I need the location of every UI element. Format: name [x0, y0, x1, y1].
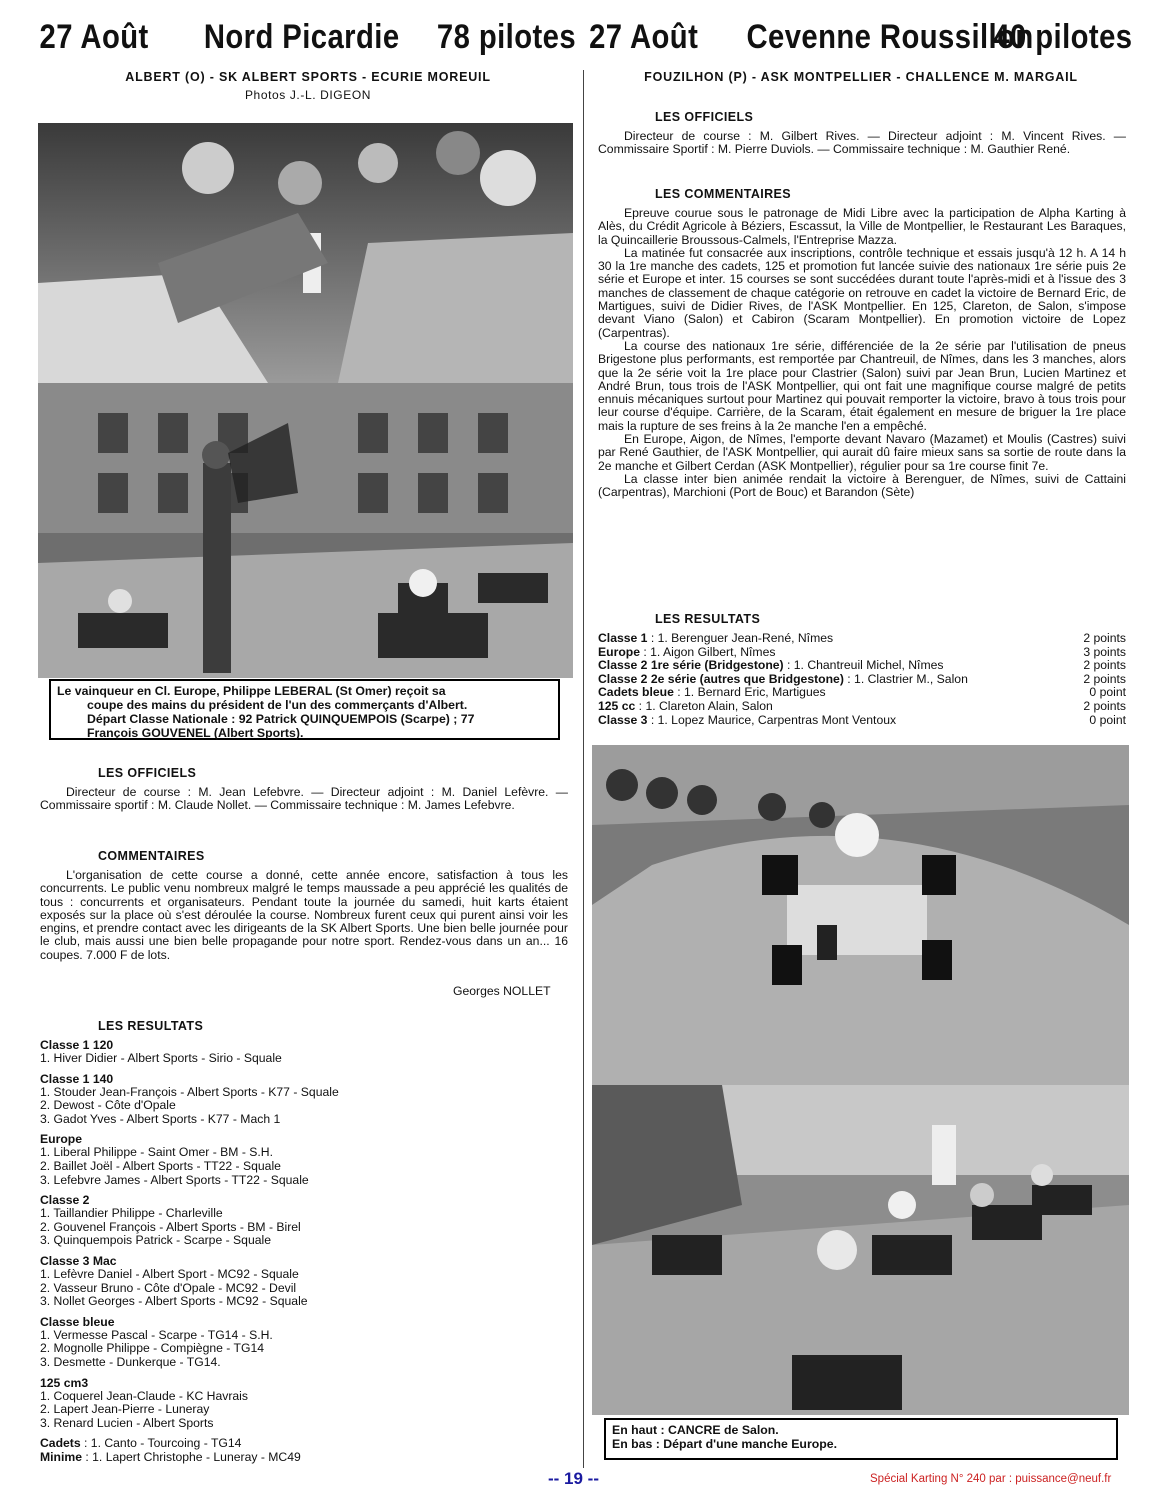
- left-commentaires-text: [40, 869, 568, 962]
- left-results-entry: 2. Dewost - Côte d'Opale: [40, 1098, 176, 1113]
- left-results-class-label: Classe bleue: [40, 1314, 115, 1329]
- left-results-class-label: Classe 3 Mac: [40, 1253, 117, 1268]
- left-results-entry: 3. Nollet Georges - Albert Sports - MC92 - Squale: [40, 1294, 308, 1309]
- right-results-class: Classe 3: [598, 712, 648, 727]
- left-results-entry: 3. Quinquempois Patrick - Scarpe - Squale: [40, 1233, 271, 1248]
- right-event-title: FOUZILHON (P) - ASK MONTPELLIER - CHALLENCE M. MARGAIL: [644, 70, 1078, 84]
- left-results-entry: 2. Gouvenel François - Albert Sports - BM - Birel: [40, 1219, 301, 1234]
- right-results-table: [598, 632, 1126, 727]
- right-caption-top-label: En haut: [612, 1423, 658, 1437]
- race-start-photo: [38, 383, 573, 678]
- left-results-entry: 2. Mognolle Philippe - Compiègne - TG14: [40, 1341, 265, 1356]
- left-results-entry: 1. Taillandier Philippe - Charleville: [40, 1206, 223, 1221]
- right-results-winner: : 1. Berenguer Jean-René, Nîmes: [650, 631, 834, 645]
- banner-left-pilots: 78 pilotes: [436, 18, 577, 56]
- column-divider: [583, 70, 584, 1468]
- left-results-class-label: Classe 1 140: [40, 1071, 114, 1086]
- trophy-ceremony-photo: [38, 123, 573, 383]
- left-results-class-label: Europe: [40, 1132, 82, 1147]
- left-results-entry: 1. Stouder Jean-François - Albert Sports - K77 - Squale: [40, 1084, 339, 1099]
- right-resultats-heading: LES RESULTATS: [655, 612, 761, 626]
- kart-cornering-photo: [592, 745, 1129, 1085]
- right-results-winner: : 1. Clareton Alain, Salon: [638, 698, 773, 713]
- left-results-cadets-minime: [40, 1437, 301, 1464]
- left-photo-credit: Photos J.-L. DIGEON: [244, 88, 372, 102]
- left-officiels-heading: LES OFFICIELS: [98, 766, 197, 780]
- right-commentaires-para-5: La classe inter bien animée rendait la victoire à Berenguer, de Nîmes, suivi de Cattaini (Carpentras), Marchioni (Port de Bouc) et Barandon (Sète): [598, 471, 1126, 500]
- left-officiels-text: [40, 786, 568, 813]
- right-results-winner: : 1. Chantreuil Michel, Nîmes: [787, 658, 944, 673]
- right-results-row: [598, 686, 1126, 700]
- left-results-entry: 3. Desmette - Dunkerque - TG14.: [40, 1354, 221, 1369]
- left-results-list: [40, 1032, 570, 1430]
- right-results-points: 2 points: [1083, 698, 1126, 713]
- right-officiels-heading: LES OFFICIELS: [655, 110, 754, 124]
- left-caption-line-4: François GOUVENEL (Albert Sports).: [87, 726, 304, 740]
- left-caption-line-3: Départ Classe Nationale : 92 Patrick QUINQUEMPOIS (Scarpe) ; 77: [87, 712, 475, 726]
- page-number: -- 19 --: [548, 1469, 599, 1488]
- banner-right-pilots: 40 pilotes: [993, 18, 1133, 56]
- right-results-row: [598, 673, 1126, 687]
- right-commentaires-para-3: La course des nationaux 1re série, différenciée de la 2e série par l'utilisation de pneus Brigestone plus performants, est remportée par Chantreuil, de Nîmes, dans les 3 manches, alors que la 2e série voit la 1re place pour Clastrier (Salon) suivi par Jean Brun, Lucien Martinez et André Brun, tous trois de l'ASK Montpellier, qui ont fait une magnifique course malgré de petits ennuis mécaniques surtout pour Martinez qui pouvait remporter la victoire, bravo à tous trois pour leur course d'équipe. Carrière, de la Scaram, était également en mesure de briguer la 1re place mais la rupture de ses freins à la 2e manche l'en a empêché.: [598, 338, 1126, 433]
- cadets-label: Cadets: [40, 1436, 81, 1450]
- right-commentaires-para-1: Epreuve courue sous le patronage de Midi Libre avec la participation de Alpha Karting à Alès, du Crédit Agricole à Béziers, Escassut, la Ville de Montpellier, le Restaurant Les Baraques, la Quincaillerie Broussous-Calmels, l'Entreprise Mazza.: [598, 206, 1126, 247]
- left-results-entry: 1. Liberal Philippe - Saint Omer - BM - S.H.: [40, 1145, 273, 1160]
- right-results-points: 2 points: [1083, 671, 1126, 686]
- right-officiels-text: [598, 130, 1126, 157]
- left-results-class-label: 125 cm3: [40, 1375, 89, 1390]
- right-caption-bottom-text: : Départ d'une manche Europe.: [655, 1437, 838, 1451]
- right-results-row: [598, 700, 1126, 714]
- heat-start-photo: [592, 1085, 1129, 1415]
- right-results-row: [598, 714, 1126, 728]
- right-results-class: Europe: [598, 644, 640, 659]
- left-commentaires-heading: COMMENTAIRES: [98, 849, 205, 863]
- right-results-class: Classe 2 1re série (Bridgestone): [598, 658, 784, 673]
- left-column: [38, 70, 578, 102]
- right-results-winner: : 1. Bernard Eric, Martigues: [677, 685, 826, 700]
- right-results-points: 0 point: [1089, 685, 1126, 700]
- minime-label: Minime: [40, 1449, 82, 1464]
- right-results-row: [598, 659, 1126, 673]
- left-results-entry: 1. Coquerel Jean-Claude - KC Havrais: [40, 1388, 248, 1403]
- right-results-class: Cadets bleue: [598, 685, 674, 700]
- banner-right-region: Cevenne Roussillon: [746, 18, 1034, 56]
- right-results-points: 0 point: [1089, 712, 1126, 727]
- right-column: [594, 70, 1128, 84]
- right-results-winner: : 1. Aigon Gilbert, Nîmes: [643, 644, 776, 659]
- right-caption-top-text: : CANCRE de Salon.: [660, 1423, 779, 1437]
- banner-left-date: 27 Août: [39, 18, 149, 56]
- left-results-entry: 1. Hiver Didier - Albert Sports - Sirio - Squale: [40, 1051, 282, 1065]
- left-resultats-heading: LES RESULTATS: [98, 1019, 204, 1033]
- right-commentaires-heading: LES COMMENTAIRES: [655, 187, 792, 201]
- right-results-class: Classe 2 2e série (autres que Bridgestone): [598, 671, 844, 686]
- left-results-entry: 3. Lefebvre James - Albert Sports - TT22 - Squale: [40, 1172, 309, 1187]
- left-photo-caption: [49, 679, 560, 740]
- right-photo-caption: [604, 1418, 1118, 1460]
- left-results-entry: 2. Baillet Joël - Albert Sports - TT22 - Squale: [40, 1158, 281, 1173]
- right-results-class: Classe 1: [598, 631, 648, 645]
- right-results-points: 2 points: [1083, 631, 1126, 645]
- right-caption-bottom-label: En bas: [612, 1437, 653, 1451]
- left-caption-line-2: coupe des mains du président de l'un des commerçants d'Albert.: [87, 698, 468, 712]
- left-caption-line-1: Le vainqueur en Cl. Europe, Philippe LEBERAL (St Omer) reçoit sa: [57, 684, 446, 698]
- page-banner: [0, 18, 1133, 68]
- banner-left-region: Nord Picardie: [203, 18, 400, 56]
- right-results-winner: : 1. Clastrier M., Salon: [847, 671, 968, 686]
- left-results-entry: 2. Vasseur Bruno - Côte d'Opale - MC92 - Devil: [40, 1280, 297, 1295]
- left-signature: Georges NOLLET: [453, 984, 551, 998]
- left-results-entry: 3. Gadot Yves - Albert Sports - K77 - Mach 1: [40, 1111, 281, 1126]
- right-results-row: [598, 646, 1126, 660]
- right-results-class: 125 cc: [598, 698, 636, 713]
- left-commentaires-paragraph: L'organisation de cette course a donné, cette année encore, satisfaction à tous les concurrents. Le public venu nombreux malgré le temps maussade a peu apprécié les qualités de tous : concurrents et organisateurs. Pendant toute la journée du samedi, huit karts étaient exposés sur la place où s'est déroulée la course. Nombreux furent ceux qui purent ainsi voir les engins, et prendre contact avec les dirigeants de la SK Albert Sports. Une bien belle journée pour le club, mais aussi une bien belle propagande pour notre sport. Rendez-vous dans un an... 16 coupes. 7.000 F de lots.: [40, 868, 568, 962]
- right-commentaires-para-2: La matinée fut consacrée aux inscriptions, contrôle technique et essais jusqu'à 12 h. A 14 h 30 la 1re manche des cadets, 125 et promotion fut lancée suivie des nationaux 1re série puis 2e série et Europe et inter. 15 courses se sont succédées durant toute l'après-midi et à l'issue des 3 manches de classement de chaque catégorie on retrouve en cadet la victoire de Bernard Eric, de Martigues, suivi de Didier Rives, de l'ASK Montpellier. En 125, Clareton, de Salon, s'impose devant Viano (Salon) et Cabiron (Scaram Montpellier). En promotion victoire de Lopez (Carpentras).: [598, 245, 1126, 340]
- left-results-entry: 1. Lefèvre Daniel - Albert Sport - MC92 - Squale: [40, 1266, 299, 1281]
- right-commentaires-para-4: En Europe, Aigon, de Nîmes, l'emporte devant Navaro (Mazamet) et Moulis (Castres) suivi par René Gauthier, de l'ASK Montpellier, qui aurait dû faire mieux sans sa sortie de route dans la 2e manche et Gilbert Cerdan (ASK Montpellier), régulier pour sa 1re course finit 7e.: [598, 432, 1126, 473]
- left-results-entry: 2. Lapert Jean-Pierre - Luneray: [40, 1402, 210, 1417]
- right-commentaires-text: [598, 207, 1126, 500]
- left-results-class-label: Classe 1 120: [40, 1038, 114, 1052]
- banner-right-date: 27 Août: [589, 18, 699, 56]
- left-results-class-label: Classe 2: [40, 1193, 90, 1208]
- left-event-title: ALBERT (O) - SK ALBERT SPORTS - ECURIE MOREUIL: [125, 70, 491, 84]
- right-results-row: [598, 632, 1126, 646]
- cadets-result: : 1. Canto - Tourcoing - TG14: [84, 1436, 242, 1450]
- left-results-entry: 1. Vermesse Pascal - Scarpe - TG14 - S.H.: [40, 1327, 273, 1342]
- right-officiels-paragraph: Directeur de course : M. Gilbert Rives. — Directeur adjoint : M. Vincent Rives. — Commissaire Sportif : M. Pierre Duviols. — Commissaire technique : M. Gauthier René.: [598, 129, 1126, 157]
- minime-result: : 1. Lapert Christophe - Luneray - MC49: [85, 1449, 301, 1464]
- left-results-entry: 3. Renard Lucien - Albert Sports: [40, 1415, 214, 1430]
- left-officiels-paragraph: Directeur de course : M. Jean Lefebvre. — Directeur adjoint : M. Daniel Lefèvre. — Commissaire sportif : M. Claude Nollet. — Commissaire technique : M. James Lefebvre.: [40, 785, 568, 813]
- right-results-points: 3 points: [1083, 644, 1126, 659]
- footer-credit: Spécial Karting N° 240 par : puissance@neuf.fr: [870, 1473, 1112, 1485]
- right-results-points: 2 points: [1083, 658, 1126, 673]
- right-results-winner: : 1. Lopez Maurice, Carpentras Mont Ventoux: [650, 712, 897, 727]
